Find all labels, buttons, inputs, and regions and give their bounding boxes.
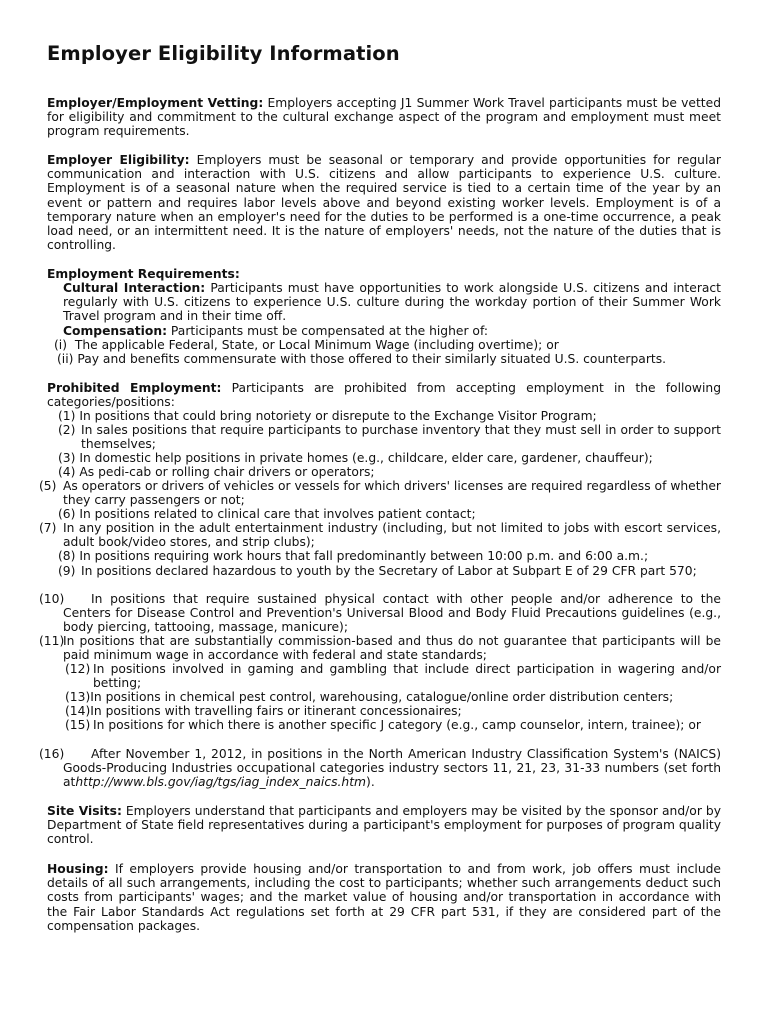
list-item-number: (11): [39, 634, 65, 648]
page-title: Employer Eligibility Information: [47, 42, 400, 65]
vetting-text: Employers accepting J1 Summer Work Travel participants must be vetted for eligibility and commitment to the cultural exchange aspect of the program and employment must meet program requirements.: [47, 96, 721, 139]
list-item: (6) In positions related to clinical care that involves patient contact;: [58, 507, 476, 521]
vetting-heading: Employer/Employment Vetting:: [47, 96, 264, 110]
list-item: In positions declared hazardous to youth by the Secretary of Labor at Subpart E of 29 CFR part 570;: [81, 564, 697, 578]
list-item: (4) As pedi-cab or rolling chair drivers or operators;: [58, 465, 375, 479]
vetting-paragraph: [47, 96, 721, 139]
prohibited-heading: Prohibited Employment:: [47, 381, 222, 395]
list-item: As operators or drivers of vehicles or vessels for which drivers' licenses are required regardless of whether they carry passengers or not;: [63, 479, 721, 508]
compensation-line: [63, 324, 488, 338]
list-item-number: (9): [58, 564, 76, 578]
list-item-number: (5): [39, 479, 57, 493]
list-item: (1) In positions that could bring notoriety or disrepute to the Exchange Visitor Program;: [58, 409, 597, 423]
list-item: In any position in the adult entertainment industry (including, but not limited to jobs with escort services, adult book/video stores, and strip clubs);: [63, 521, 721, 550]
site-visits-heading: Site Visits:: [47, 804, 122, 818]
compensation-item-i: (i) The applicable Federal, State, or Local Minimum Wage (including overtime); or: [54, 338, 559, 352]
naics-link[interactable]: http://www.bls.gov/iag/tgs/iag_index_naics.htm: [75, 775, 367, 790]
eligibility-text: Employers must be seasonal or temporary and provide opportunities for regular communication and interaction with U.S. citizens and allow participants to experience U.S. culture. Employment is of a seasonal nature when the required service is tied to a certain time of the year by an event or pattern and requires labor levels above and beyond existing worker levels. Employment is of a temporary nature when an employer's need for the duties to be performed is a one-time occurrence, a peak load need, or an intermittent need. It is the nature of employers' needs, not the nature of the duties that is controlling.: [47, 153, 721, 253]
prohibited-paragraph: [47, 381, 721, 409]
site-visits-paragraph: [47, 804, 721, 847]
list-item: (14)In positions with travelling fairs or itinerant concessionaires;: [65, 704, 462, 718]
cultural-interaction-paragraph: [63, 281, 721, 324]
list-item-number: (10): [39, 592, 65, 606]
list-item: (13)In positions in chemical pest control, warehousing, catalogue/online order distribution centers;: [65, 690, 674, 704]
list-item-number: (12): [65, 662, 91, 676]
list-item: (8) In positions requiring work hours that fall predominantly between 10:00 p.m. and 6:00 a.m.;: [58, 549, 649, 563]
eligibility-heading: Employer Eligibility:: [47, 153, 190, 167]
list-item-number: (15): [65, 718, 91, 732]
requirements-heading: Employment Requirements:: [47, 267, 240, 281]
compensation-heading: Compensation:: [63, 324, 168, 338]
list-item: In positions that require sustained physical contact with other people and/or adherence to the Centers for Disease Control and Prevention's Universal Blood and Body Fluid Precautions guidelines (e.g., body piercing, tattooing, massage, manicure);: [63, 592, 721, 635]
list-item: In positions that are substantially commission-based and thus do not guarantee that participants will be paid minimum wage in accordance with federal and state standards;: [63, 634, 721, 663]
list-item: (3) In domestic help positions in private homes (e.g., childcare, elder care, gardener, chauffeur);: [58, 451, 653, 465]
housing-paragraph: [47, 862, 721, 933]
housing-text: If employers provide housing and/or transportation to and from work, job offers must include details of all such arrangements, including the cost to participants; whether such arrangements deduct such costs from participants' wages; and the market value of housing and/or transportation in accordance with the Fair Labor Standards Act regulations set forth at 29 CFR part 531, if they are considered part of the compensation packages.: [47, 862, 721, 933]
list-item: In sales positions that require participants to purchase inventory that they must sell in order to support themselves;: [81, 423, 721, 452]
housing-heading: Housing:: [47, 862, 109, 876]
compensation-item-ii: (ii) Pay and benefits commensurate with those offered to their similarly situated U.S. counterparts.: [57, 352, 667, 366]
cultural-heading: Cultural Interaction:: [63, 281, 206, 295]
list-item: After November 1, 2012, in positions in the North American Industry Classification System's (NAICS) Goods-Producing Industries occupational categories industry sectors 11, 21, 23, 31-33 numbers (set forth athttp://www.bls.gov/iag/tgs/iag_index_naics.htm).: [63, 747, 721, 790]
eligibility-paragraph: [47, 153, 721, 252]
list-item-number: (16): [39, 747, 65, 761]
compensation-text: Participants must be compensated at the higher of:: [167, 324, 488, 338]
list-item: In positions involved in gaming and gambling that include direct participation in wagering and/or betting;: [93, 662, 721, 691]
prohibited-text: Participants are prohibited from accepting employment in the following categories/positions:: [47, 381, 721, 410]
site-visits-text: Employers understand that participants and employers may be visited by the sponsor and/or by Department of State field representatives during a participant's employment for purposes of program quality control.: [47, 804, 721, 847]
cultural-text: Participants must have opportunities to work alongside U.S. citizens and interact regularly with U.S. citizens to experience U.S. culture during the workday portion of their Summer Work Travel program and in their time off.: [63, 281, 721, 324]
list-item-number: (2): [58, 423, 76, 437]
list-item-number: (7): [39, 521, 57, 535]
list-item: In positions for which there is another specific J category (e.g., camp counselor, intern, trainee); or: [93, 718, 701, 732]
